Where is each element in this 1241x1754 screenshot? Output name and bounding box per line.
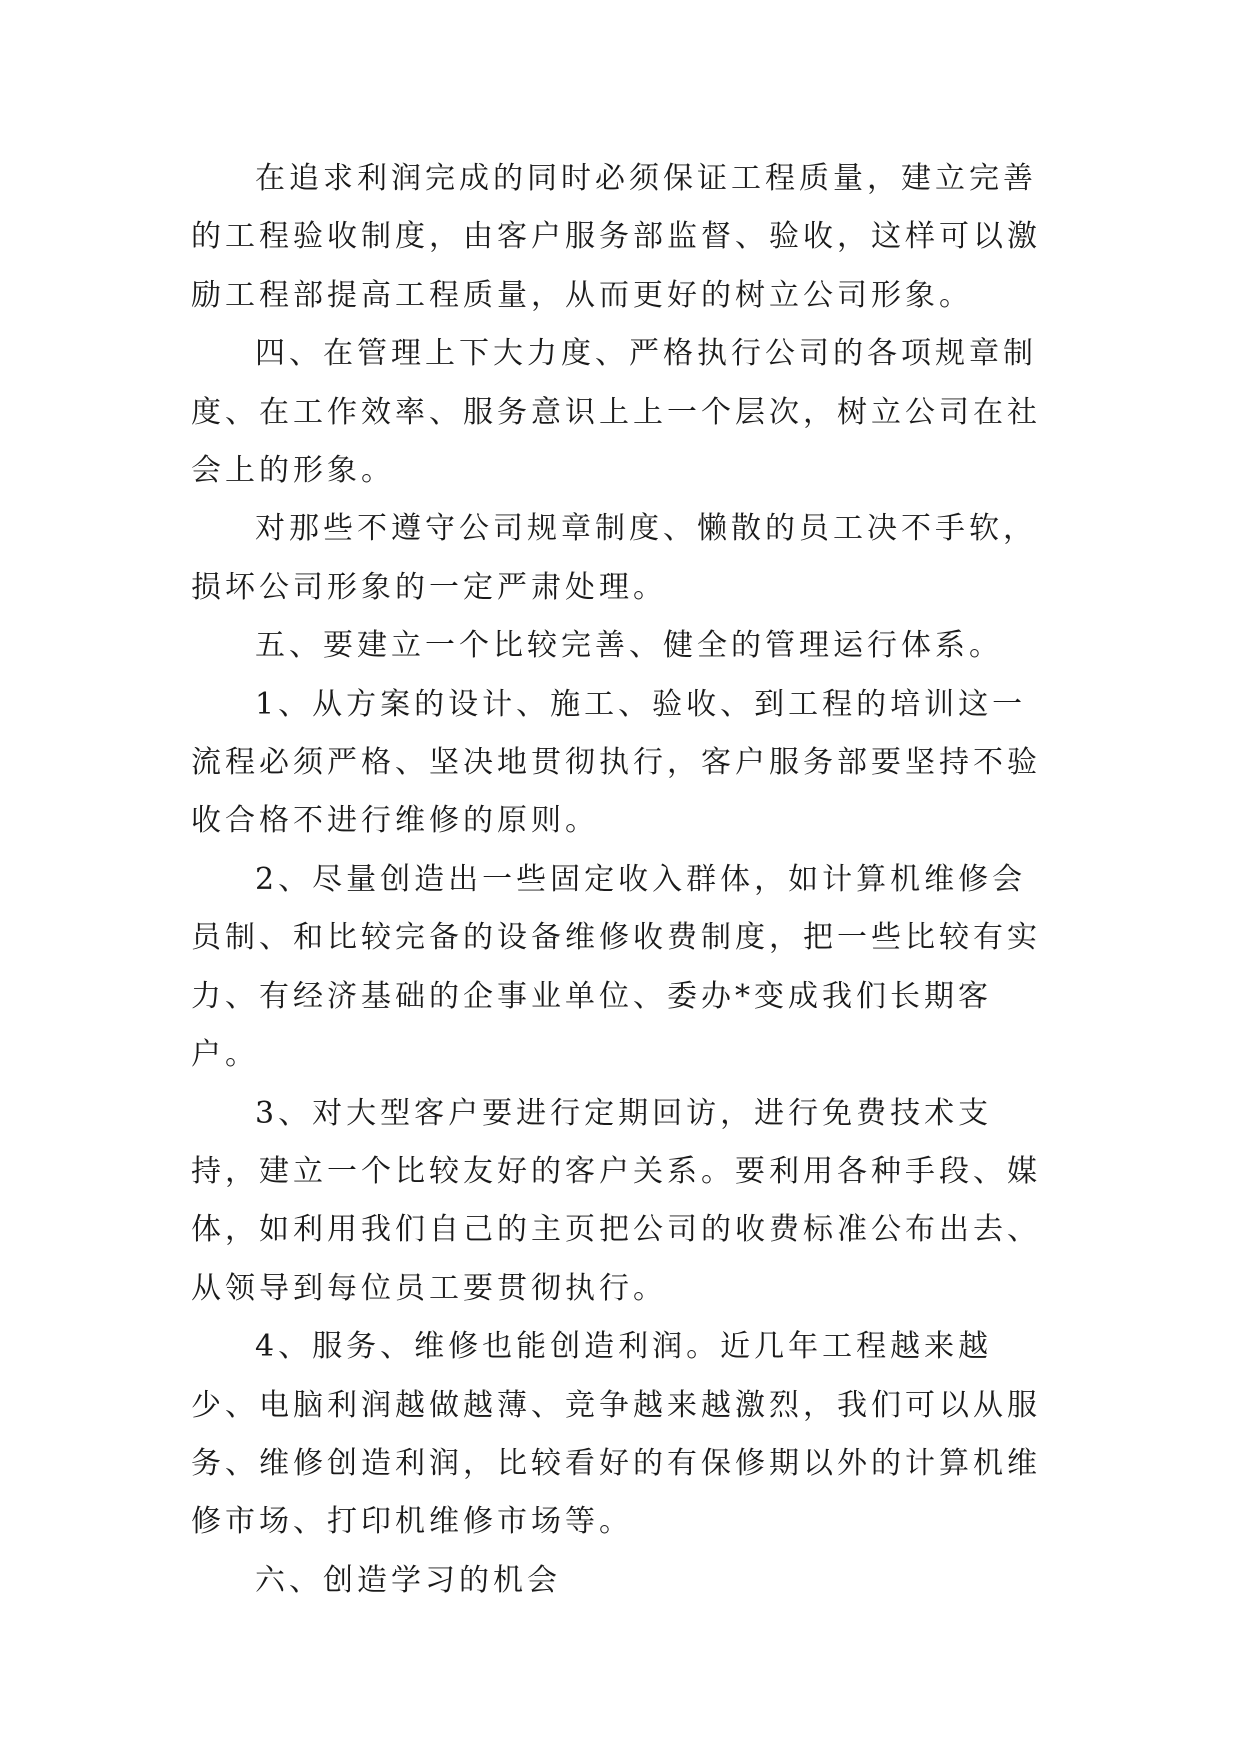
paragraph-item-4: 4、服务、维修也能创造利润。近几年工程越来越少、电脑利润越做越薄、竞争越来越激烈，我们可以从服务、维修创造利润，比较看好的有保修期以外的计算机维修市场、打印机维修市场等。 bbox=[191, 1329, 1041, 1540]
paragraph-section-five: 五、要建立一个比较完善、健全的管理运行体系。 bbox=[255, 628, 1003, 664]
paragraph-discipline: 对那些不遵守公司规章制度、懒散的员工决不手软，损坏公司形象的一定严肃处理。 bbox=[191, 511, 1037, 605]
paragraph-section-four: 四、在管理上下大力度、严格执行公司的各项规章制度、在工作效率、服务意识上上一个层次，树立公司在社会上的形象。 bbox=[191, 336, 1041, 489]
paragraph-section-six: 六、创造学习的机会 bbox=[255, 1562, 561, 1598]
paragraph-item-1: 1、从方案的设计、施工、验收、到工程的培训这一流程必须严格、坚决地贯彻执行，客户服务部要坚持不验收合格不进行维修的原则。 bbox=[191, 686, 1041, 839]
paragraph-quality: 在追求利润完成的同时必须保证工程质量，建立完善的工程验收制度，由客户服务部监督、验收，这样可以激励工程部提高工程质量，从而更好的树立公司形象。 bbox=[191, 161, 1041, 313]
paragraph-item-2: 2、尽量创造出一些固定收入群体，如计算机维修会员制、和比较完备的设备维修收费制度，把一些比较有实力、有经济基础的企事业单位、委办*变成我们长期客户。 bbox=[191, 861, 1041, 1073]
paragraph-item-3: 3、对大型客户要进行定期回访，进行免费技术支持，建立一个比较友好的客户关系。要利用各种手段、媒体，如利用我们自己的主页把公司的收费标准公布出去、从领导到每位员工要贯彻执行。 bbox=[191, 1095, 1041, 1306]
document-body bbox=[191, 150, 1057, 1610]
